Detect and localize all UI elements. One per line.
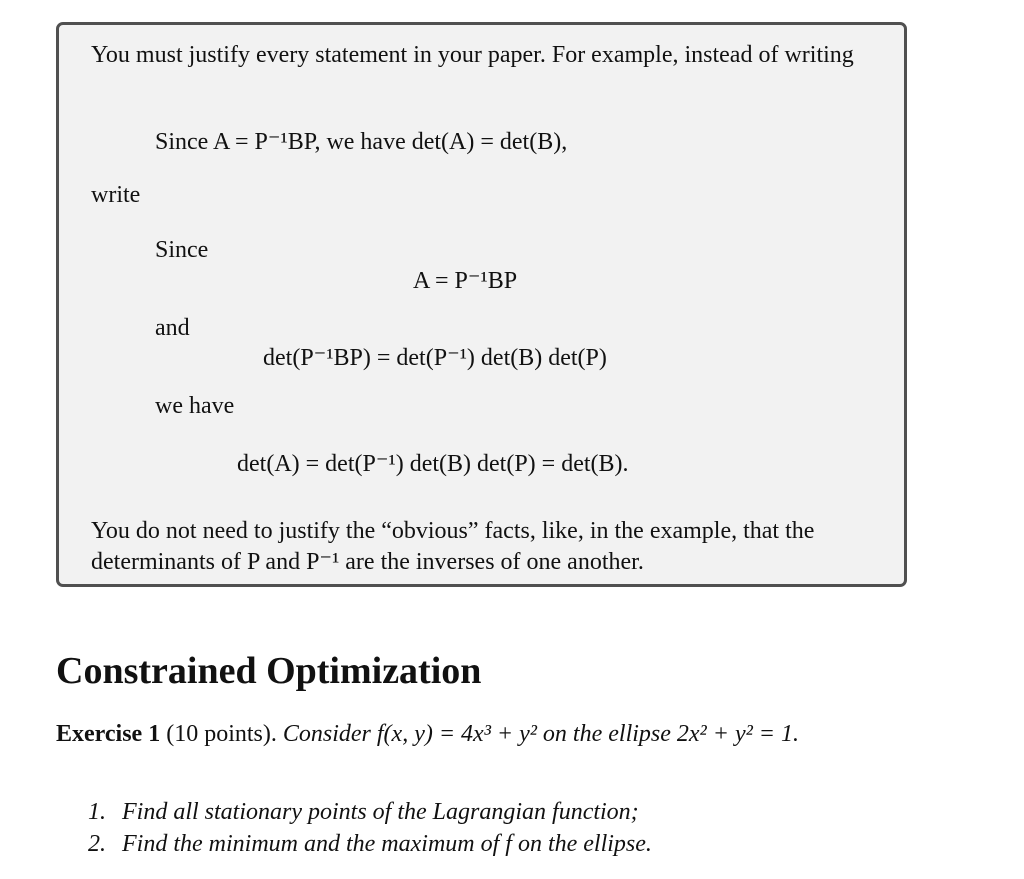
equation-2: det(P⁻¹BP) = det(P⁻¹) det(B) det(P) — [263, 345, 607, 371]
task-text: Find the minimum and the maximum of f on the ellipse. — [122, 831, 652, 857]
justification-note-box — [56, 22, 907, 587]
list-item — [88, 828, 652, 860]
note-intro: You must justify every statement in your paper. For example, instead of writing — [91, 42, 854, 68]
equation-3: det(A) = det(P⁻¹) det(B) det(P) = det(B). — [237, 451, 629, 477]
example-bad-statement: Since A = P⁻¹BP, we have det(A) = det(B), — [155, 129, 568, 155]
task-text: Find all stationary points of the Lagrangian function; — [122, 799, 639, 825]
and-word: and — [155, 315, 190, 341]
exercise-statement: Consider f(x, y) = 4x³ + y² on the ellipse 2x² + y² = 1. — [282, 721, 799, 747]
list-item — [88, 796, 652, 828]
exercise-1 — [56, 718, 916, 750]
task-number: 2. — [88, 831, 106, 857]
section-title: Constrained Optimization — [56, 650, 482, 692]
we-have-word: we have — [155, 393, 235, 419]
exercise-label: Exercise 1 — [56, 721, 161, 747]
task-number: 1. — [88, 799, 106, 825]
exercise-task-list — [88, 796, 652, 860]
write-word: write — [91, 182, 141, 208]
exercise-points: (10 points). — [166, 721, 277, 747]
note-closing: You do not need to justify the “obvious” facts, like, in the example, that the determinants of P and P⁻¹ are the inverses of one another. — [91, 518, 815, 575]
since-word: Since — [155, 237, 209, 263]
equation-1: A = P⁻¹BP — [413, 268, 518, 294]
